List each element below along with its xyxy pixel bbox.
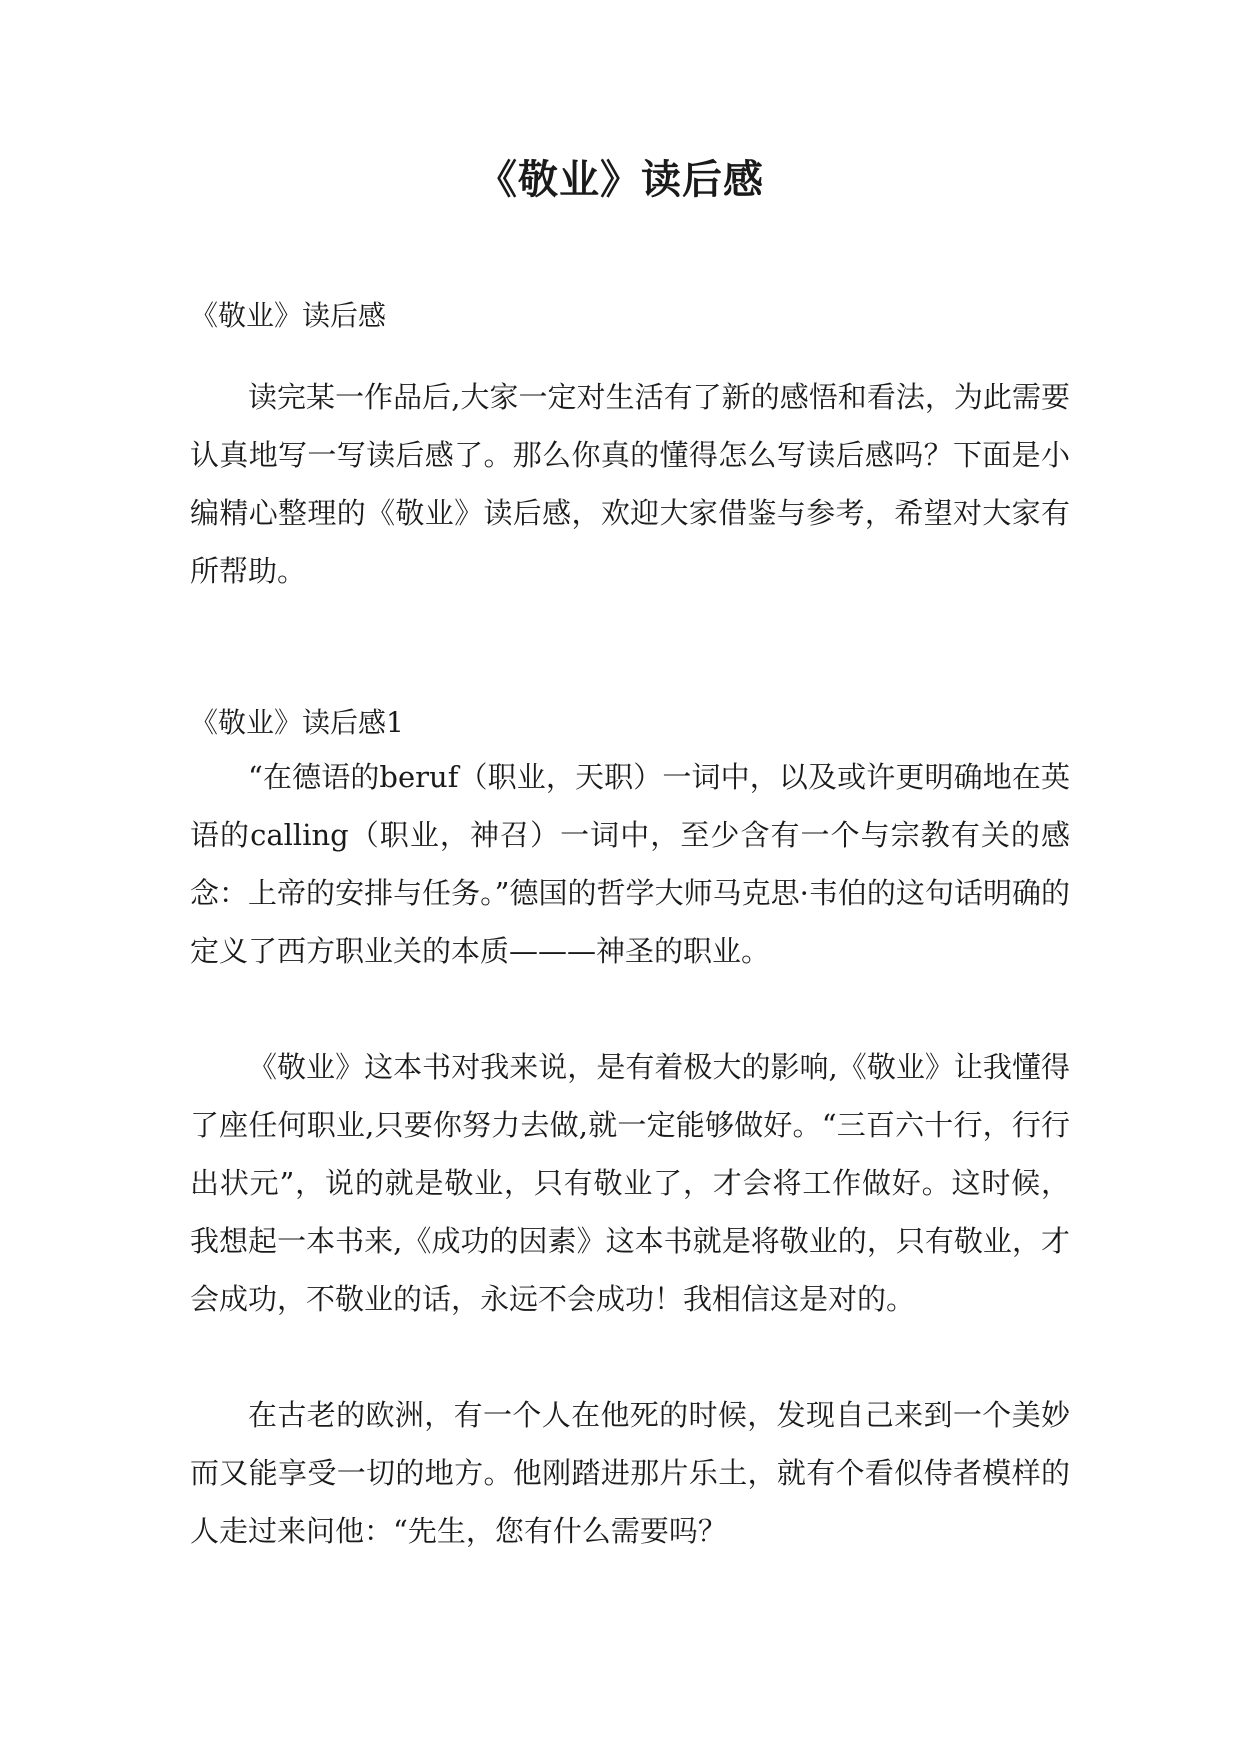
body-paragraph-2: 《敬业》这本书对我来说，是有着极大的影响,《敬业》让我懂得了座任何职业,只要你努力去做,就一定能够做好。“三百六十行，行行出状元”，说的就是敬业，只有敬业了，才会将工作做好。这时候，我想起一本书来,《成功的因素》这本书就是将敬业的，只有敬业，才会成功，不敬业的话，永远不会成功！我相信这是对的。	[190, 1050, 1070, 1316]
body-paragraph-1: “在德语的beruf（职业，天职）一词中，以及或许更明确地在英语的calling（职业，神召）一词中，至少含有一个与宗教有关的感念：上帝的安排与任务。”德国的哲学大师马克思·韦伯的这句话明确的定义了西方职业关的本质———神圣的职业。	[190, 760, 1070, 968]
section-heading: 《敬业》读后感1	[190, 706, 404, 739]
document-subtitle: 《敬业》读后感	[190, 299, 387, 332]
document-title: 《敬业》读后感	[477, 157, 764, 203]
body-paragraph-3: 在古老的欧洲，有一个人在他死的时候，发现自己来到一个美妙而又能享受一切的地方。他刚踏进那片乐土，就有个看似侍者模样的人走过来问他：“先生，您有什么需要吗？	[190, 1398, 1070, 1548]
intro-paragraph: 读完某一作品后,大家一定对生活有了新的感悟和看法，为此需要认真地写一写读后感了。那么你真的懂得怎么写读后感吗？下面是小编精心整理的《敬业》读后感，欢迎大家借鉴与参考，希望对大家有所帮助。	[190, 380, 1070, 588]
